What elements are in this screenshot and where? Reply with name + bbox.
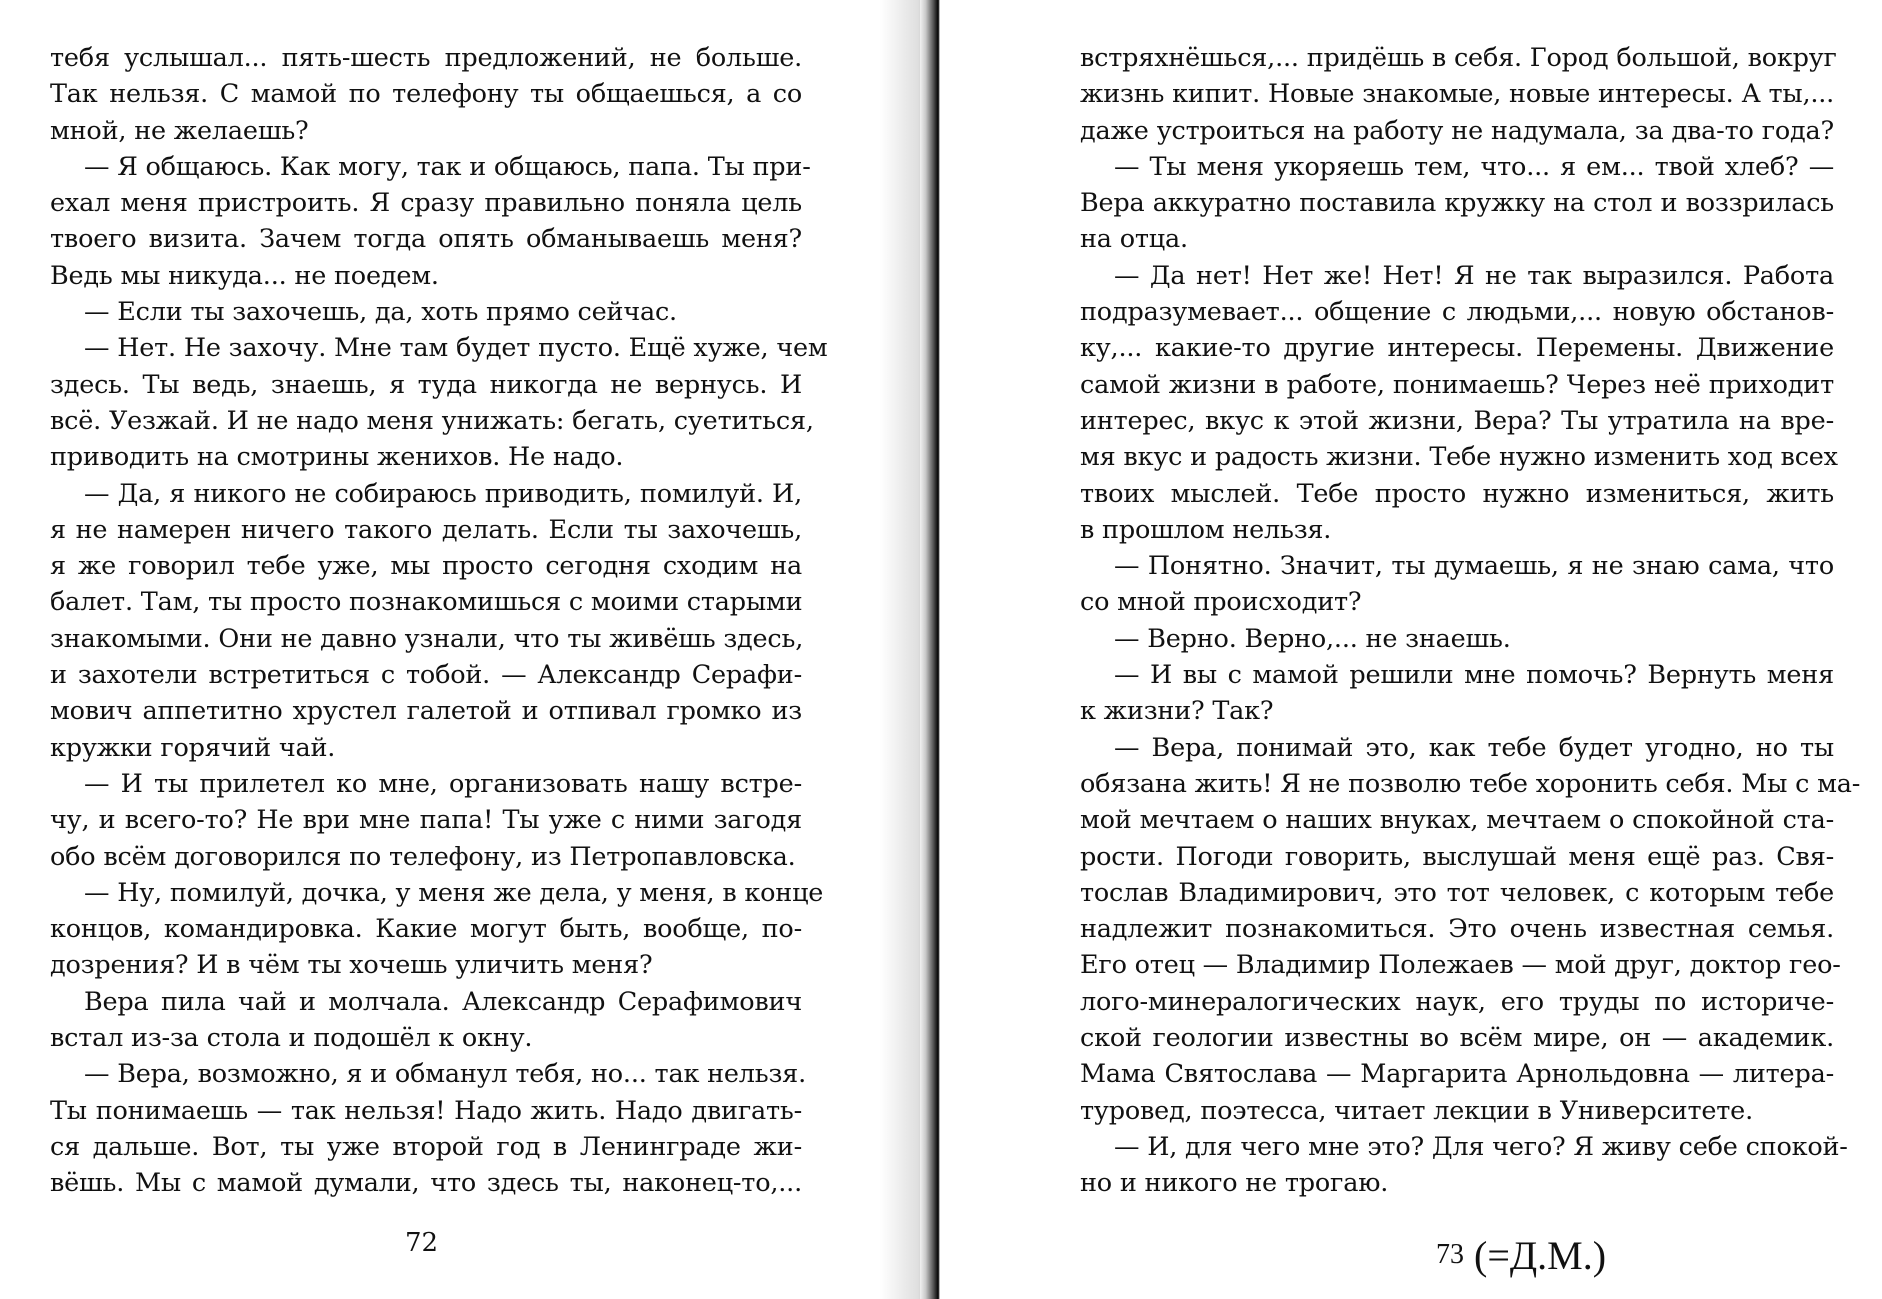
text-line: твоего визита. Зачем тогда опять обманываешь меня? — [50, 224, 802, 255]
text-line: — Вера, возможно, я и обманул тебя, но... так нельзя. — [84, 1059, 806, 1090]
text-line: и захотели встретиться с тобой. — Александр Серафи- — [50, 660, 802, 691]
page-number-right-value: 73 — [1436, 1239, 1464, 1270]
text-line: жизнь кипит. Новые знакомые, новые интересы. А ты,... — [1080, 79, 1835, 110]
text-line: — Понятно. Значит, ты думаешь, я не знаю сама, что — [1114, 551, 1834, 582]
text-line: ку,... какие-то другие интересы. Перемены. Движение — [1080, 333, 1834, 364]
text-line: обо всём договорился по телефону, из Петропавловска. — [50, 841, 796, 872]
text-line: — Нет. Не захочу. Мне там будет пусто. Ещё хуже, чем — [84, 333, 828, 364]
left-page-text — [50, 40, 828, 1202]
text-line: — Я общаюсь. Как могу, так и общаюсь, папа. Ты при- — [84, 151, 811, 182]
text-line: Вера аккуратно поставила кружку на стол и воззрилась — [1080, 188, 1834, 219]
spine-shadow — [880, 0, 920, 1299]
text-line: концов, командировка. Какие могут быть, вообще, по- — [50, 914, 802, 945]
text-line: — Да нет! Нет же! Нет! Я не так выразился. Работа — [1114, 260, 1834, 291]
text-line: подразумевает... общение с людьми,... новую обстанов- — [1080, 297, 1834, 328]
text-line: встал из-за стола и подошёл к окну. — [50, 1023, 533, 1054]
text-line: туровед, поэтесса, читает лекции в Университете. — [1080, 1095, 1753, 1126]
text-line: надлежит познакомиться. Это очень известная семья. — [1080, 914, 1834, 945]
text-line: — И ты прилетел ко мне, организовать нашу встре- — [84, 768, 802, 799]
text-line: — Верно. Верно,... не знаешь. — [1114, 623, 1511, 654]
text-line: мович аппетитно хрустел галетой и отпивал громко из — [50, 696, 802, 727]
text-line: ехал меня пристроить. Я сразу правильно поняла цель — [50, 188, 802, 219]
right-page — [934, 0, 1882, 1299]
text-line: к жизни? Так? — [1080, 696, 1274, 727]
text-line: Ведь мы никуда... не поедем. — [50, 260, 439, 291]
text-line: твоих мыслей. Тебе просто нужно измениться, жить — [1080, 478, 1834, 509]
text-line: мной, не желаешь? — [50, 115, 309, 146]
text-line: но и никого не трогаю. — [1080, 1168, 1389, 1199]
page-number-left: 72 — [405, 1228, 439, 1258]
text-line: ся дальше. Вот, ты уже второй год в Ленинграде жи- — [50, 1131, 802, 1162]
text-line: здесь. Ты ведь, знаешь, я туда никогда не вернусь. И — [50, 369, 802, 400]
text-line: ской геологии известны во всём мире, он — академик. — [1080, 1023, 1834, 1054]
text-line: балет. Там, ты просто познакомишься с моими старыми — [50, 587, 803, 618]
text-line: мя вкус и радость жизни. Тебе нужно изменить ход всех — [1080, 442, 1838, 473]
text-line: приводить на смотрины женихов. Не надо. — [50, 442, 624, 473]
text-line: — Ты меня укоряешь тем, что... я ем... твой хлеб? — — [1114, 151, 1834, 182]
text-line: чу, и всего-то? Не ври мне папа! Ты уже с ними загодя — [50, 805, 802, 836]
text-line: всё. Уезжай. И не надо меня унижать: бегать, суетиться, — [50, 405, 814, 436]
text-line: — Если ты захочешь, да, хоть прямо сейчас. — [84, 297, 677, 328]
text-line: со мной происходит? — [1080, 587, 1362, 618]
text-line: встряхнёшься,... придёшь в себя. Город большой, вокруг — [1080, 43, 1837, 73]
text-line: Вера пила чай и молчала. Александр Серафимович — [84, 986, 802, 1017]
text-line: Ты понимаешь — так нельзя! Надо жить. Надо двигать- — [50, 1095, 802, 1126]
text-line: Мама Святослава — Маргарита Арнольдовна — литера- — [1080, 1059, 1834, 1090]
text-line: дозрения? И в чём ты хочешь уличить меня? — [50, 950, 653, 981]
left-page — [0, 0, 928, 1299]
text-line: — И вы с мамой решили мне помочь? Вернуть меня — [1114, 660, 1834, 691]
text-line: я же говорил тебе уже, мы просто сегодня сходим на — [50, 551, 802, 582]
text-line: обязана жить! Я не позволю тебе хоронить себя. Мы с ма- — [1080, 768, 1861, 799]
text-line: вёшь. Мы с мамой думали, что здесь ты, наконец-то,... — [50, 1168, 802, 1199]
text-line: — И, для чего мне это? Для чего? Я живу себе спокой- — [1114, 1131, 1848, 1162]
text-line: даже устроиться на работу не надумала, за два-то года? — [1080, 115, 1834, 146]
text-line: рости. Погоди говорить, выслушай меня ещё раз. Свя- — [1080, 841, 1834, 872]
text-line: Его отец — Владимир Полежаев — мой друг, доктор гео- — [1080, 950, 1841, 981]
page-number-right — [1436, 1232, 1606, 1279]
text-line: Так нельзя. С мамой по телефону ты общаешься, а со — [50, 79, 802, 110]
text-line: — Ну, помилуй, дочка, у меня же дела, у меня, в конце — [84, 877, 824, 908]
right-page-text — [1080, 40, 1861, 1202]
text-line: лого-минералогических наук, его труды по историче- — [1080, 986, 1834, 1017]
text-line: кружки горячий чай. — [50, 732, 336, 763]
text-line: мой мечтаем о наших внуках, мечтаем о спокойной ста- — [1080, 805, 1834, 836]
text-line: я не намерен ничего такого делать. Если ты захочешь, — [50, 514, 802, 545]
text-line: — Да, я никого не собираюсь приводить, помилуй. И, — [84, 478, 802, 509]
text-line: знакомыми. Они не давно узнали, что ты живёшь здесь, — [50, 623, 804, 654]
text-line: интерес, вкус к этой жизни, Вера? Ты утратила на вре- — [1080, 405, 1834, 436]
text-line: в прошлом нельзя. — [1080, 514, 1332, 545]
text-line: тослав Владимирович, это тот человек, с которым тебе — [1080, 877, 1834, 908]
text-line: на отца. — [1080, 224, 1188, 255]
text-line: тебя услышал... пять-шесть предложений, не больше. — [50, 43, 802, 73]
page-annotation: (=Д.М.) — [1474, 1233, 1607, 1278]
text-line: самой жизни в работе, понимаешь? Через неё приходит — [1080, 369, 1834, 400]
text-line: — Вера, понимай это, как тебе будет угодно, но ты — [1114, 732, 1834, 763]
